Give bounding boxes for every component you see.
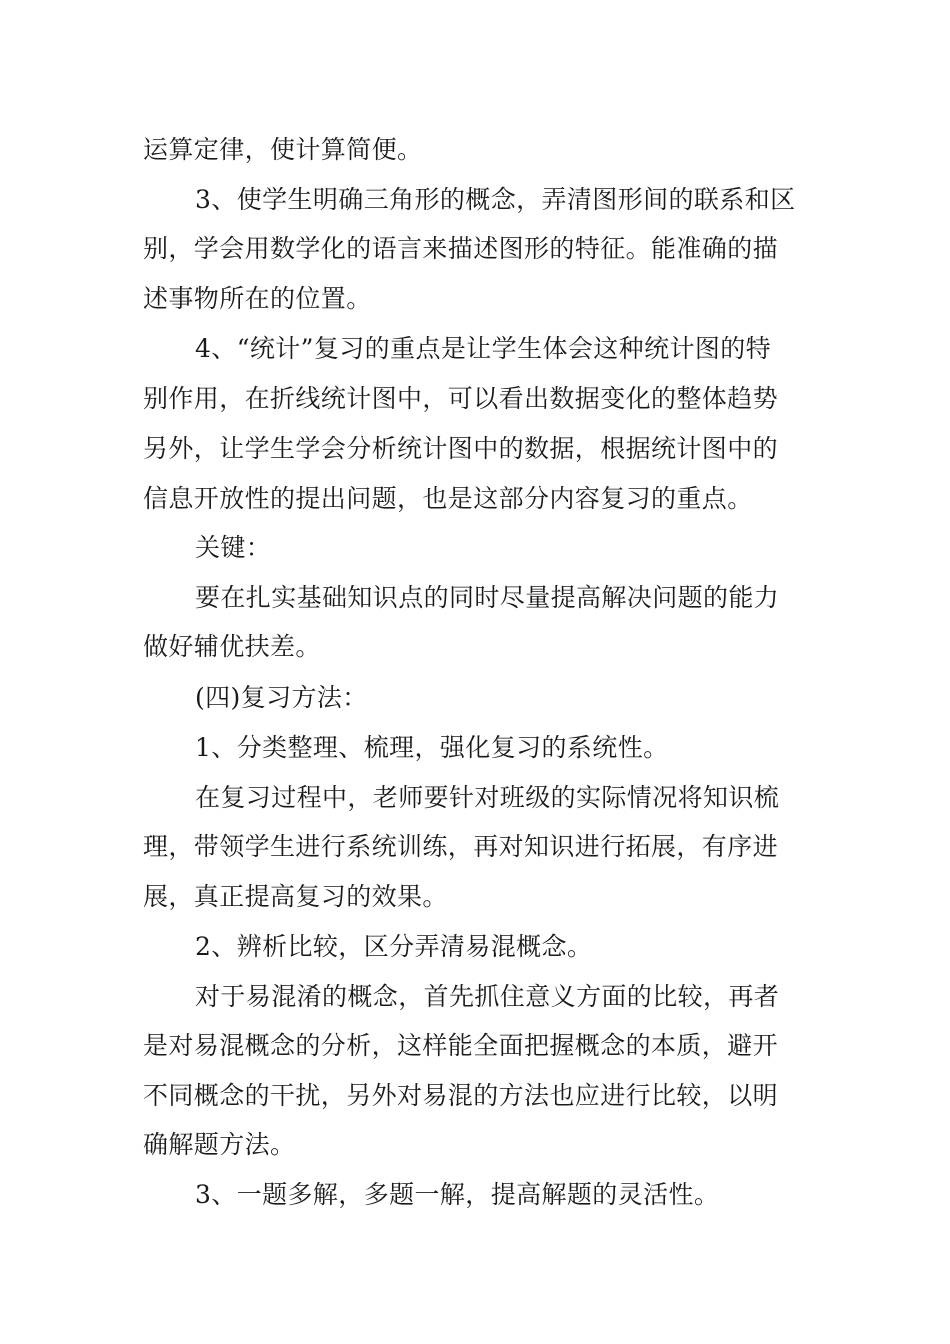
text-line: 理，带领学生进行系统训练，再对知识进行拓展，有序进	[143, 832, 779, 861]
text-line: 信息开放性的提出问题，也是这部分内容复习的重点。	[143, 484, 753, 513]
text-line: 别，学会用数学化的语言来描述图形的特征。能准确的描	[143, 234, 779, 263]
text-line: 述事物所在的位置。	[143, 284, 372, 313]
text-line: 3、使学生明确三角形的概念，弄清图形间的联系和区	[195, 185, 796, 214]
text-line: (四)复习方法：	[195, 683, 368, 712]
text-line: 关键：	[195, 533, 272, 562]
text-line: 展，真正提高复习的效果。	[143, 882, 448, 911]
text-line: 4、“统计”复习的重点是让学生体会这种统计图的特	[195, 334, 772, 363]
text-line: 1、分类整理、梳理，强化复习的系统性。	[195, 733, 669, 762]
text-line: 不同概念的干扰，另外对易混的方法也应进行比较，以明	[143, 1081, 779, 1110]
text-line: 是对易混概念的分析，这样能全面把握概念的本质，避开	[143, 1031, 779, 1060]
text-line: 要在扎实基础知识点的同时尽量提高解决问题的能力	[195, 583, 780, 612]
text-line: 做好辅优扶差。	[143, 632, 321, 661]
text-line: 别作用，在折线统计图中，可以看出数据变化的整体趋势	[143, 384, 779, 413]
text-line: 确解题方法。	[143, 1130, 296, 1159]
text-line: 2、辨析比较，区分弄清易混概念。	[195, 932, 593, 961]
text-line: 对于易混淆的概念，首先抓住意义方面的比较，再者	[195, 982, 780, 1011]
text-line: 在复习过程中，老师要针对班级的实际情况将知识梳	[195, 783, 780, 812]
text-line: 运算定律，使计算简便。	[143, 135, 423, 164]
text-line: 另外，让学生学会分析统计图中的数据，根据统计图中的	[143, 434, 779, 463]
text-line: 3、一题多解，多题一解，提高解题的灵活性。	[195, 1180, 720, 1209]
